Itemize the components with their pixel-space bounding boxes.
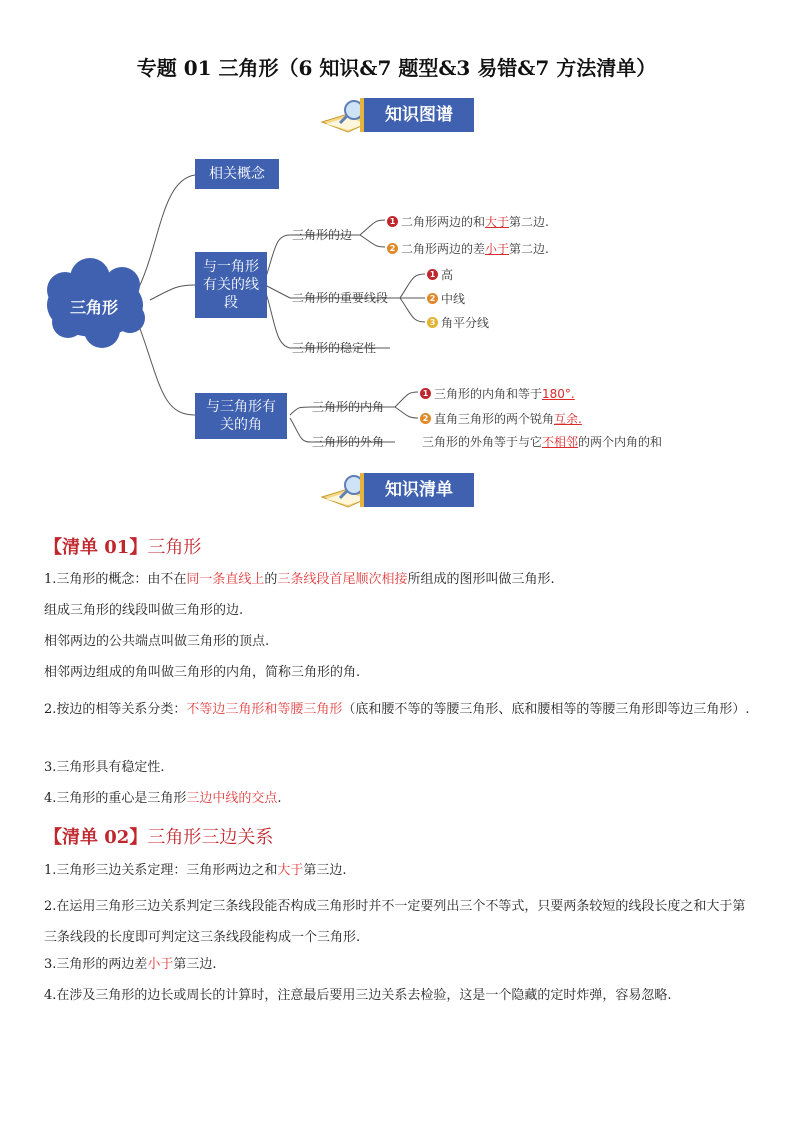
outer-rule: 三角形的外角等于与它 不相邻 的两个内角的和: [422, 435, 663, 449]
section-02-p2: 2.在运用三角形三边关系判定三条线段能否构成三角形时并不一定要列出三个不等式，只要两条较短的线段长度之和大于第三条线段的长度即可判定这三条线段能构成一个三角形.: [44, 899, 746, 945]
knowledge-map-banner: [318, 96, 478, 136]
branch-related-concepts: 相关概念: [195, 159, 279, 189]
line-altitude: 1 高: [427, 266, 453, 283]
badge-1-icon: 1: [427, 269, 438, 280]
mind-map-connectors: [40, 150, 740, 460]
node-stability: 三角形的稳定性: [292, 341, 377, 355]
line-bisector: 3 角平分线: [427, 314, 489, 331]
section-01-p5: 2.按边的相等关系分类：不等边三角形和等腰三角形（底和腰不等的等腰三角形、底和腰相等的等腰三角形即等边三角形）.: [44, 702, 750, 717]
mind-map: [40, 150, 740, 460]
section-01-p4: 相邻两边组成的角叫做三角形的内角，简称三角形的角.: [44, 665, 361, 680]
badge-2-icon: 2: [387, 243, 398, 254]
banner-label: 知识清单: [360, 473, 474, 507]
node-inner-angle: 三角形的内角: [312, 400, 385, 414]
section-02-p3: 3.三角形的两边差小于第三边.: [44, 957, 217, 972]
section-01-p2: 组成三角形的线段叫做三角形的边.: [44, 603, 244, 618]
line-median: 2 中线: [427, 290, 465, 307]
node-sides: 三角形的边: [292, 228, 353, 242]
branch-segments: 与一角形有关的线段: [195, 252, 267, 318]
section-01-p1: 1.三角形的概念：由不在同一条直线上的三条线段首尾顺次相接所组成的图形叫做三角形.: [44, 572, 555, 587]
side-rule-2: 2 二角形两边的差 小于 第二边.: [387, 240, 549, 257]
document-title: 专题 01 三角形（6 知识&7 题型&3 易错&7 方法清单）: [136, 56, 657, 80]
inner-rule-2: 2 直角三角形的两个锐角 互余.: [420, 410, 582, 427]
section-02-p4: 4.在涉及三角形的边长或周长的计算时，注意最后要用三边关系去检验，这是一个隐藏的定时炸弹，容易忽略.: [44, 988, 672, 1003]
section-02-heading: 【清单 02】三角形三边关系: [44, 827, 274, 848]
branch-angles: 与三角形有关的角: [195, 393, 287, 439]
knowledge-list-banner: [318, 471, 478, 511]
root-node: 三角形: [70, 298, 119, 317]
banner-label: 知识图谱: [360, 98, 474, 132]
badge-2-icon: 2: [427, 293, 438, 304]
section-02-p1: 1.三角形三边关系定理：三角形两边之和大于第三边.: [44, 863, 347, 878]
side-rule-1: 1 二角形两边的和 大于 第二边.: [387, 213, 549, 230]
badge-2-icon: 2: [420, 413, 431, 424]
badge-1-icon: 1: [387, 216, 398, 227]
section-01-heading: 【清单 01】三角形: [44, 537, 202, 558]
badge-1-icon: 1: [420, 388, 431, 399]
badge-3-icon: 3: [427, 317, 438, 328]
node-important-lines: 二角形的重要线段: [292, 291, 389, 305]
node-outer-angle: 三角形的外角: [312, 435, 385, 449]
section-01-p6: 3.三角形具有稳定性.: [44, 760, 165, 775]
section-01-p7: 4.三角形的重心是三角形三边中线的交点.: [44, 791, 282, 806]
section-01-p3: 相邻两边的公共端点叫做三角形的顶点.: [44, 634, 270, 649]
inner-rule-1: 1 三角形的内角和等于 180°.: [420, 385, 575, 402]
